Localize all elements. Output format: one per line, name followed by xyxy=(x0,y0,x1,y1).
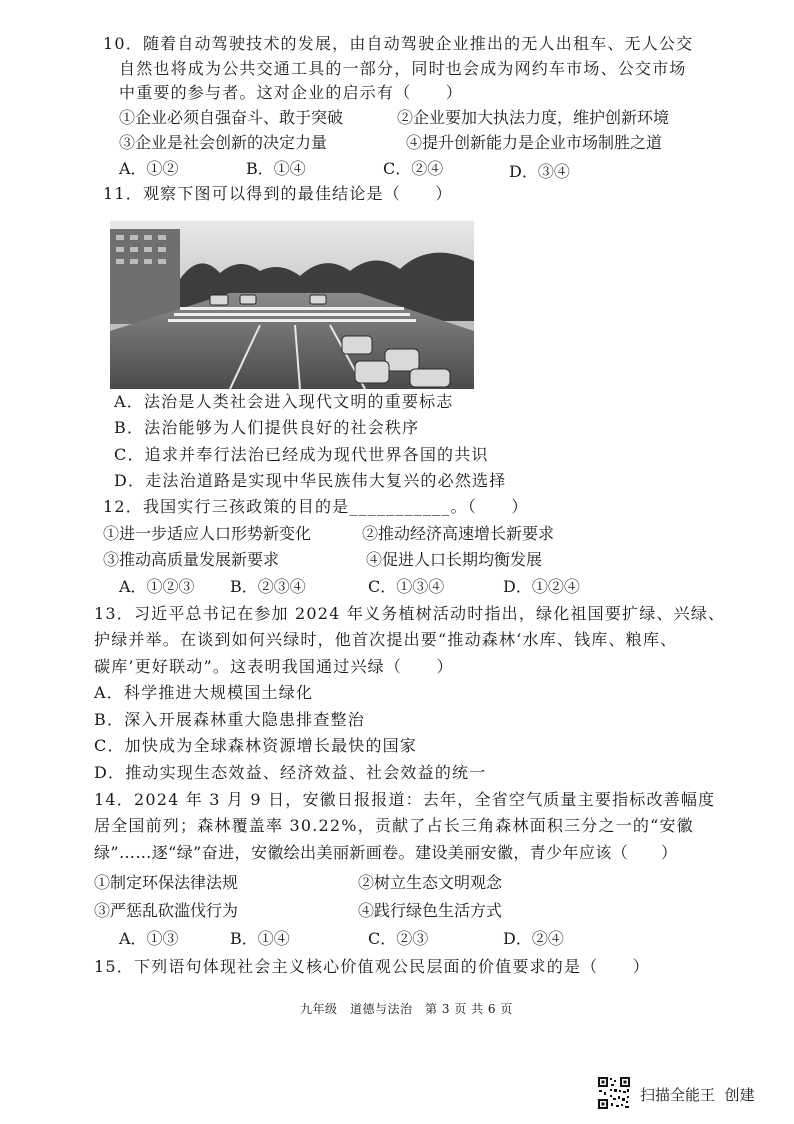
traffic-intersection-photo xyxy=(110,221,474,389)
q10-item-3: ③企业是社会创新的决定力量 xyxy=(119,133,328,152)
q14-item-2: ②树立生态文明观念 xyxy=(358,873,503,892)
q12-choice-b: B．②③④ xyxy=(230,577,306,596)
q12-choice-a: A．①②③ xyxy=(119,577,195,596)
page-footer: 九年级 道德与法治 第 3 页 共 6 页 xyxy=(300,1002,513,1016)
q10-stem-line-2: 自然也将成为公共交通工具的一部分，同时也会成为网约车市场、公交市场 xyxy=(119,59,687,78)
q12-item-3: ③推动高质量发展新要求 xyxy=(103,550,280,569)
qr-code-icon xyxy=(597,1076,631,1110)
q11-choice-d: D．走法治道路是实现中华民族伟大复兴的必然选择 xyxy=(114,471,507,490)
q10-choice-b: B．①④ xyxy=(246,159,306,178)
q14-choice-d: D．②④ xyxy=(503,929,564,948)
q14-stem-line-1: 14．2024 年 3 月 9 日，安徽日报报道：去年，全省空气质量主要指标改善幅度 xyxy=(94,790,716,809)
q14-item-3: ③严惩乱砍滥伐行为 xyxy=(94,901,239,920)
q14-item-1: ①制定环保法律法规 xyxy=(94,873,239,892)
q10-choice-c: C．②④ xyxy=(383,159,444,178)
q10-item-1: ①企业必须自强奋斗、敢于突破 xyxy=(119,108,344,127)
q13-choice-d: D．推动实现生态效益、经济效益、社会效益的统一 xyxy=(94,763,487,782)
q11-choice-c: C．追求并奉行法治已经成为现代世界各国的共识 xyxy=(114,445,489,464)
q14-choice-a: A．①③ xyxy=(119,929,179,948)
q12-item-2: ②推动经济高速增长新要求 xyxy=(362,524,555,543)
q10-stem-line-3: 中重要的参与者。这对企业的启示有（ ） xyxy=(119,83,464,102)
q13-choice-c: C．加快成为全球森林资源增长最快的国家 xyxy=(94,736,418,755)
q12-stem: 12．我国实行三孩政策的目的是___________。（ ） xyxy=(103,497,529,516)
q13-choice-a: A．科学推进大规模国土绿化 xyxy=(94,683,314,702)
q12-item-4: ④促进人口长期均衡发展 xyxy=(366,550,543,569)
q10-item-4: ④提升创新能力是企业市场制胜之道 xyxy=(406,133,663,152)
scanner-brand: 扫描全能王 创建 xyxy=(640,1086,755,1104)
q12-choice-d: D．①②④ xyxy=(503,577,580,596)
q14-stem-line-2: 居全国前列；森林覆盖率 30.22%，贡献了占长三角森林面积三分之一的“安徽 xyxy=(94,816,694,835)
q10-choice-a: A．①② xyxy=(119,159,179,178)
q13-stem-line-1: 13．习近平总书记在参加 2024 年义务植树活动时指出，绿化祖国要扩绿、兴绿、 xyxy=(94,604,726,623)
q13-choice-b: B．深入开展森林重大隐患排查整治 xyxy=(94,710,365,729)
q13-stem-line-2: 护绿并举。在谈到如何兴绿时，他首次提出要“推动森林‘水库、钱库、粮库、 xyxy=(94,630,678,649)
q11-choice-b: B．法治能够为人们提供良好的社会秩序 xyxy=(114,418,420,437)
q15-stem: 15．下列语句体现社会主义核心价值观公民层面的价值要求的是（ ） xyxy=(94,957,650,976)
q10-item-2: ②企业要加大执法力度，维护创新环境 xyxy=(397,108,670,127)
q11-choice-a: A．法治是人类社会进入现代文明的重要标志 xyxy=(114,392,454,411)
q14-item-4: ④践行绿色生活方式 xyxy=(358,901,503,920)
q13-stem-line-3: 碳库’更好联动”。这表明我国通过兴绿（ ） xyxy=(94,657,454,676)
q12-choice-c: C．①③④ xyxy=(368,577,445,596)
q14-stem-line-3: 绿”……逐“绿”奋进，安徽绘出美丽新画卷。建设美丽安徽，青少年应该（ ） xyxy=(94,843,678,862)
q11-stem: 11．观察下图可以得到的最佳结论是（ ） xyxy=(103,184,453,203)
q14-choice-c: C．②③ xyxy=(368,929,429,948)
q10-choice-d: D．③④ xyxy=(509,162,570,181)
q12-item-1: ①进一步适应人口形势新变化 xyxy=(103,524,312,543)
q14-choice-b: B．①④ xyxy=(230,929,290,948)
q10-stem-line-1: 10．随着自动驾驶技术的发展，由自动驾驶企业推出的无人出租车、无人公交 xyxy=(103,34,694,53)
